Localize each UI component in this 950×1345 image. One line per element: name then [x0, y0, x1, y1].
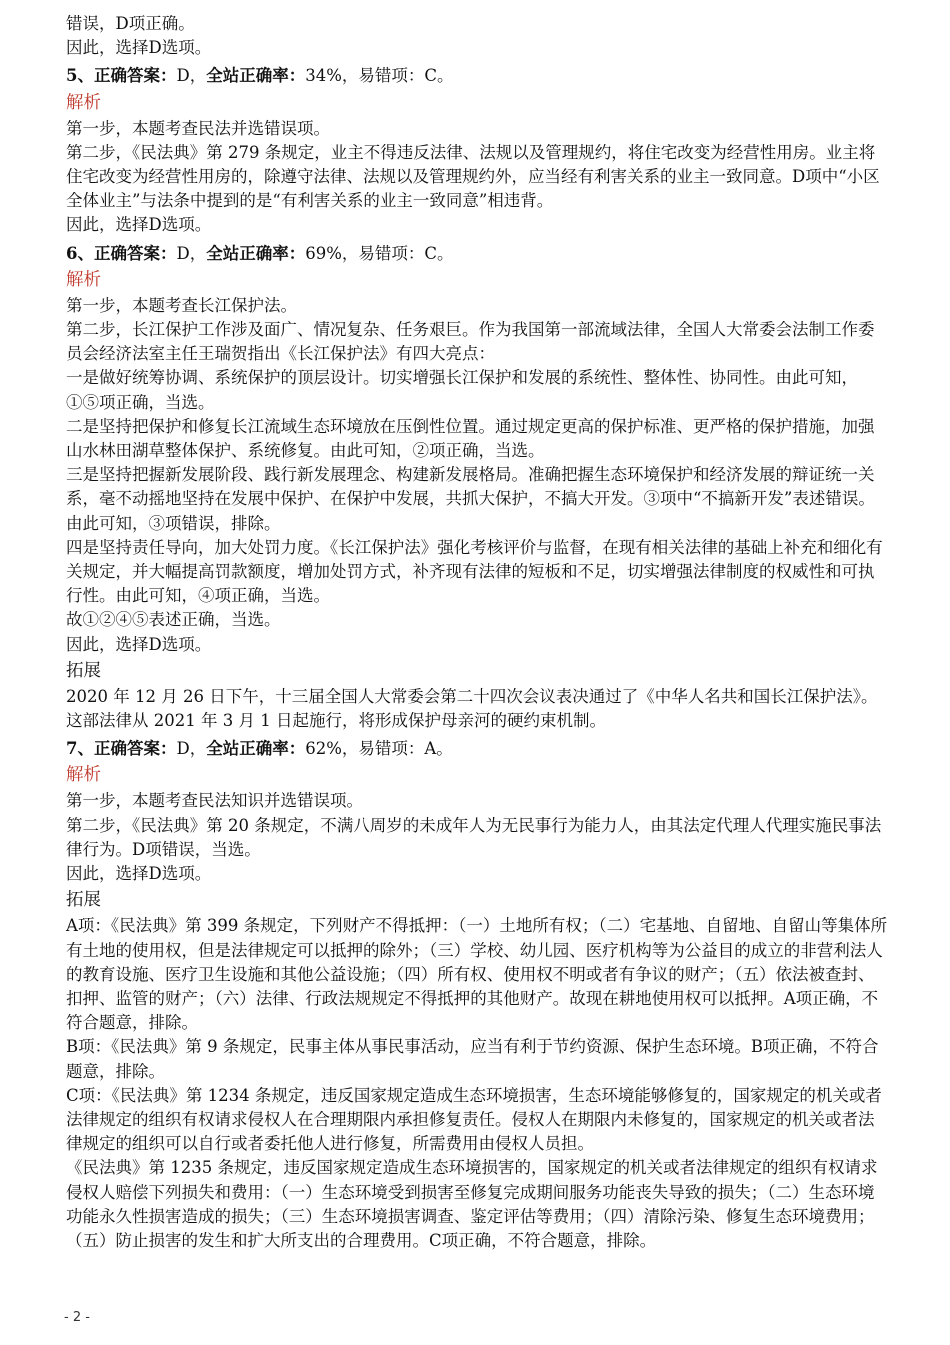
text-line: 第一步，本题考查民法并选错误项。	[66, 118, 330, 138]
text-line: 四是坚持责任导向，加大处罚力度。《长江保护法》强化考核评价与监督，在现有相关法律的基础上补充和细化有关规定，并大幅提高罚款额度，增加处罚方式，补齐现有法律的短板和不足，切实增强法律制度的权威性和可执行性。由此可知，④项正确，当选。	[66, 537, 883, 606]
text-line: 因此，选择D选项。	[66, 864, 212, 884]
text-line: 第二步，长江保护工作涉及面广、情况复杂、任务艰巨。作为我国第一部流域法律，全国人大常委会法制工作委员会经济法室主任王瑞贺指出《长江保护法》有四大亮点：	[66, 320, 875, 364]
text-line: 第二步，《民法典》第 20 条规定，不满八周岁的未成年人为无民事行为能力人，由其法定代理人代理实施民事法律行为。D项错误，当选。	[66, 815, 882, 859]
question-7-heading: 7、正确答案：D，全站正确率：62%，易错项：A。	[66, 739, 453, 759]
text-line: 第二步，《民法典》第 279 条规定，业主不得违反法律、法规以及管理规约，将住宅改变为经营性用房。业主将住宅改变为经营性用房的，除遵守法律、法规以及管理规约外，应当经有利害关系的业主一致同意。D项中“小区全体业主”与法条中提到的是“有利害关系的业主一致同意”相违背。	[66, 142, 880, 211]
text-line: C项：《民法典》第 1234 条规定，违反国家规定造成生态环境损害，生态环境能够修复的，国家规定的机关或者法律规定的组织有权请求侵权人在合理期限内承担修复责任。侵权人在期限内未修复的，国家规定的机关或者法律规定的组织可以自行或者委托他人进行修复，所需费用由侵权人员担。	[66, 1085, 882, 1154]
text-line: 第一步，本题考查民法知识并选错误项。	[66, 791, 363, 811]
text-line: 《民法典》第 1235 条规定，违反国家规定造成生态环境损害的，国家规定的机关或者法律规定的组织有权请求侵权人赔偿下列损失和费用：（一）生态环境受到损害至修复完成期间服务功能丧失导致的损失；（二）生态环境功能永久性损害造成的损失；（三）生态环境损害调查、鉴定评估等费用；（四）清除污染、修复生态环境费用；（五）防止损害的发生和扩大所支出的合理费用。C项正确，不符合题意，排除。	[66, 1158, 878, 1250]
text-line: B项：《民法典》第 9 条规定，民事主体从事民事活动，应当有利于节约资源、保护生态环境。B项正确，不符合题意，排除。	[66, 1037, 879, 1081]
text-line: 一是做好统筹协调、系统保护的顶层设计。切实增强长江保护和发展的系统性、整体性、协同性。由此可知，①⑤项正确，当选。	[66, 368, 858, 412]
text-line: 因此，选择D选项。	[66, 38, 212, 58]
extension-label: 拓展	[66, 890, 101, 911]
analysis-label: 解析	[66, 269, 101, 290]
analysis-label: 解析	[66, 92, 101, 113]
text-line: 错误，D项正确。	[66, 14, 195, 33]
text-line: 第一步，本题考查长江保护法。	[66, 295, 297, 315]
document-page	[66, 12, 888, 1253]
text-line: A项：《民法典》第 399 条规定，下列财产不得抵押：（一）土地所有权；（二）宅基地、自留地、自留山等集体所有土地的使用权，但是法律规定可以抵押的除外；（三）学校、幼儿园、医疗机构等为公益目的成立的非营利法人的教育设施、医疗卫生设施和其他公益设施；（四）所有权、使用权不明或者有争议的财产；（五）依法被查封、扣押、监管的财产；（六）法律、行政法规规定不得抵押的其他财产。故现在耕地使用权可以抵押。A项正确，不符合题意，排除。	[66, 916, 888, 1033]
text-line: 因此，选择D选项。	[66, 215, 212, 235]
text-line: 因此，选择D选项。	[66, 634, 212, 654]
text-line: 三是坚持把握新发展阶段、践行新发展理念、构建新发展格局。准确把握生态环境保护和经济发展的辩证统一关系，毫不动摇地坚持在发展中保护、在保护中发展，共抓大保护，不搞大开发。③项中“不搞新开发”表述错误。由此可知，③项错误，排除。	[66, 465, 875, 533]
text-line: 二是坚持把保护和修复长江流域生态环境放在压倒性位置。通过规定更高的保护标准、更严格的保护措施，加强山水林田湖草整体保护、系统修复。由此可知，②项正确，当选。	[66, 416, 875, 461]
page-number: - 2 -	[64, 1310, 90, 1325]
analysis-label: 解析	[66, 765, 101, 786]
text-line: 故①②④⑤表述正确，当选。	[66, 610, 281, 630]
text-line: 2020 年 12 月 26 日下午，十三届全国人大常委会第二十四次会议表决通过了《中华人名共和国长江保护法》。这部法律从 2021 年 3 月 1 日起施行，将形成保护母亲河的硬约束机制。	[66, 686, 878, 731]
question-6-heading: 6、正确答案：D，全站正确率：69%，易错项：C。	[66, 243, 454, 263]
extension-label: 拓展	[66, 660, 101, 681]
question-5-heading: 5、正确答案：D，全站正确率：34%，易错项：C。	[66, 66, 454, 86]
